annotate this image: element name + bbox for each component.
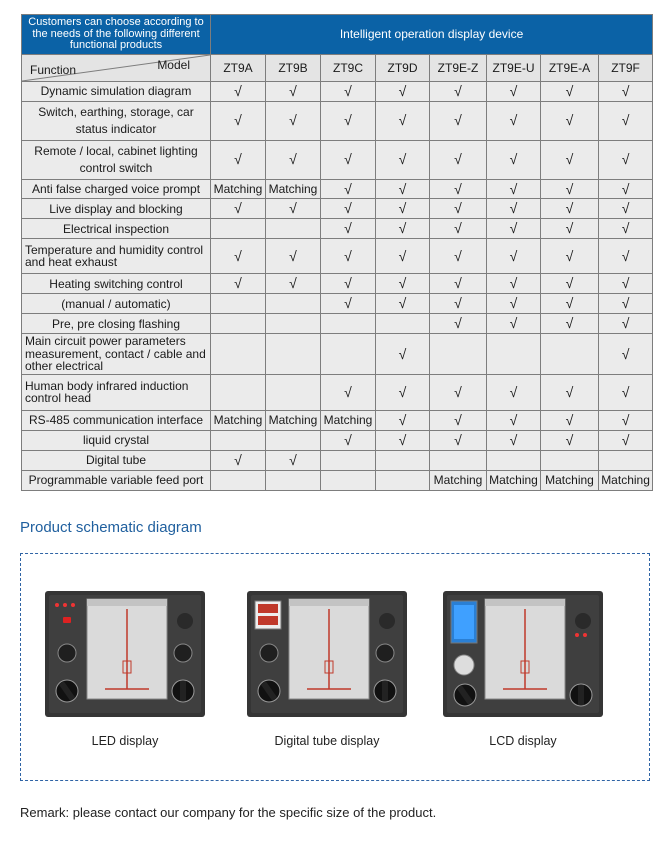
availability-cell: √ (376, 140, 430, 179)
availability-cell: √ (541, 199, 599, 219)
availability-cell: √ (487, 294, 541, 314)
availability-cell: √ (487, 374, 541, 410)
availability-cell: Matching (541, 470, 599, 490)
availability-cell: √ (487, 140, 541, 179)
availability-cell: √ (599, 179, 653, 199)
availability-cell: √ (376, 294, 430, 314)
availability-cell (541, 334, 599, 375)
availability-cell (266, 314, 321, 334)
table-row (22, 101, 653, 140)
availability-cell: √ (541, 179, 599, 199)
availability-cell: Matching (211, 410, 266, 430)
availability-cell: √ (487, 274, 541, 294)
availability-cell: √ (321, 274, 376, 294)
availability-cell: √ (376, 81, 430, 101)
function-cell: Temperature and humidity control and heat exhaust (22, 239, 211, 274)
availability-cell: √ (487, 410, 541, 430)
availability-cell (487, 450, 541, 470)
availability-cell: √ (487, 430, 541, 450)
availability-cell: √ (541, 81, 599, 101)
availability-cell: √ (487, 81, 541, 101)
availability-cell: √ (211, 239, 266, 274)
function-label: Function (30, 63, 77, 78)
availability-cell (541, 450, 599, 470)
availability-cell: √ (376, 274, 430, 294)
availability-cell: √ (430, 374, 487, 410)
model-function-header (22, 54, 211, 81)
function-cell: Electrical inspection (22, 219, 211, 239)
availability-cell: √ (211, 101, 266, 140)
availability-cell: Matching (487, 470, 541, 490)
availability-cell (376, 470, 430, 490)
availability-cell: √ (599, 294, 653, 314)
availability-cell: √ (599, 430, 653, 450)
table-row (22, 294, 653, 314)
availability-cell: √ (376, 334, 430, 375)
availability-cell: √ (541, 430, 599, 450)
availability-cell: √ (321, 140, 376, 179)
availability-cell: √ (430, 140, 487, 179)
availability-cell: √ (430, 219, 487, 239)
led-device-icon (45, 591, 205, 717)
model-label: Model (157, 57, 190, 72)
availability-cell: √ (487, 314, 541, 334)
availability-cell: √ (599, 199, 653, 219)
availability-cell (430, 334, 487, 375)
availability-cell: √ (541, 274, 599, 294)
table-row (22, 334, 653, 375)
availability-cell: √ (430, 294, 487, 314)
availability-cell: √ (266, 199, 321, 219)
lcd-device-icon (443, 591, 603, 717)
availability-cell: √ (211, 81, 266, 101)
digital-tube-device-icon (247, 591, 407, 717)
table-row (22, 140, 653, 179)
availability-cell: Matching (266, 179, 321, 199)
availability-cell: √ (599, 219, 653, 239)
availability-cell: √ (266, 450, 321, 470)
availability-cell: √ (541, 314, 599, 334)
availability-cell (487, 334, 541, 375)
availability-cell: √ (430, 101, 487, 140)
availability-cell: √ (211, 450, 266, 470)
availability-cell: √ (376, 430, 430, 450)
availability-cell: √ (599, 239, 653, 274)
table-row (22, 374, 653, 410)
availability-cell: √ (430, 81, 487, 101)
availability-cell (376, 314, 430, 334)
function-cell: Live display and blocking (22, 199, 211, 219)
availability-cell (266, 219, 321, 239)
model-header-zt9a: ZT9A (211, 54, 266, 81)
function-cell: Anti false charged voice prompt (22, 179, 211, 199)
availability-cell (211, 294, 266, 314)
availability-cell (266, 374, 321, 410)
availability-cell: √ (541, 374, 599, 410)
availability-cell (599, 450, 653, 470)
availability-cell: √ (430, 239, 487, 274)
availability-cell: √ (376, 199, 430, 219)
model-header-zt9e-a: ZT9E-A (541, 54, 599, 81)
function-cell: Remote / local, cabinet lighting control switch (22, 140, 211, 179)
availability-cell: √ (541, 294, 599, 314)
availability-cell (321, 450, 376, 470)
availability-cell: √ (599, 334, 653, 375)
availability-cell: √ (487, 179, 541, 199)
availability-cell: Matching (321, 410, 376, 430)
availability-cell (321, 314, 376, 334)
corner-note: Customers can choose according to the needs of the following different functional products (22, 15, 211, 55)
header-title: Intelligent operation display device (211, 15, 653, 55)
availability-cell: √ (376, 374, 430, 410)
availability-cell: √ (541, 239, 599, 274)
availability-cell (211, 430, 266, 450)
availability-cell: √ (430, 430, 487, 450)
availability-cell: √ (321, 81, 376, 101)
table-row (22, 239, 653, 274)
model-header-zt9e-u: ZT9E-U (487, 54, 541, 81)
availability-cell: √ (211, 274, 266, 294)
availability-cell: Matching (211, 179, 266, 199)
availability-cell: √ (376, 219, 430, 239)
availability-cell (266, 470, 321, 490)
availability-cell: √ (599, 410, 653, 430)
table-row (22, 470, 653, 490)
availability-cell: √ (430, 179, 487, 199)
availability-cell: √ (321, 294, 376, 314)
availability-cell: √ (430, 274, 487, 294)
availability-cell: √ (266, 274, 321, 294)
schematic-title: Product schematic diagram (20, 519, 202, 536)
led-display-caption: LED display (91, 734, 159, 748)
availability-cell: √ (430, 314, 487, 334)
availability-cell (211, 334, 266, 375)
table-row (22, 410, 653, 430)
availability-cell: √ (599, 101, 653, 140)
availability-cell: √ (430, 199, 487, 219)
availability-cell: √ (266, 101, 321, 140)
availability-cell: √ (376, 239, 430, 274)
availability-cell: √ (376, 179, 430, 199)
function-comparison-table (21, 14, 653, 491)
availability-cell (266, 430, 321, 450)
availability-cell: √ (541, 140, 599, 179)
function-cell: (manual / automatic) (22, 294, 211, 314)
availability-cell: √ (599, 140, 653, 179)
table-row (22, 314, 653, 334)
availability-cell: √ (321, 101, 376, 140)
availability-cell: √ (211, 199, 266, 219)
availability-cell (376, 450, 430, 470)
model-header-zt9d: ZT9D (376, 54, 430, 81)
availability-cell (321, 470, 376, 490)
model-header-zt9f: ZT9F (599, 54, 653, 81)
function-cell: Heating switching control (22, 274, 211, 294)
availability-cell: √ (321, 374, 376, 410)
availability-cell (211, 470, 266, 490)
function-cell: Digital tube (22, 450, 211, 470)
schematic-panel (20, 553, 650, 781)
availability-cell: √ (487, 101, 541, 140)
availability-cell: Matching (430, 470, 487, 490)
table-row (22, 430, 653, 450)
function-cell: Main circuit power parameters measurement, contact / cable and other electrical (22, 334, 211, 375)
availability-cell: √ (487, 199, 541, 219)
availability-cell: √ (376, 410, 430, 430)
availability-cell (430, 450, 487, 470)
digital-tube-display-caption: Digital tube display (274, 734, 380, 748)
availability-cell: √ (541, 410, 599, 430)
availability-cell: √ (487, 239, 541, 274)
table-row (22, 81, 653, 101)
availability-cell (211, 219, 266, 239)
availability-cell: √ (541, 101, 599, 140)
availability-cell: √ (321, 239, 376, 274)
availability-cell: Matching (266, 410, 321, 430)
availability-cell: Matching (599, 470, 653, 490)
availability-cell: √ (487, 219, 541, 239)
availability-cell: √ (599, 274, 653, 294)
function-cell: Switch, earthing, storage, car status indicator (22, 101, 211, 140)
function-cell: liquid crystal (22, 430, 211, 450)
function-cell: RS-485 communication interface (22, 410, 211, 430)
availability-cell: √ (266, 140, 321, 179)
availability-cell: √ (266, 239, 321, 274)
availability-cell: √ (321, 219, 376, 239)
table-row (22, 450, 653, 470)
availability-cell: √ (321, 430, 376, 450)
function-cell: Pre, pre closing flashing (22, 314, 211, 334)
function-cell: Human body infrared induction control head (22, 374, 211, 410)
availability-cell (211, 374, 266, 410)
availability-cell: √ (599, 81, 653, 101)
availability-cell: √ (430, 410, 487, 430)
table-row (22, 219, 653, 239)
availability-cell: √ (599, 314, 653, 334)
availability-cell: √ (266, 81, 321, 101)
model-header-zt9b: ZT9B (266, 54, 321, 81)
model-header-zt9e-z: ZT9E-Z (430, 54, 487, 81)
function-cell: Programmable variable feed port (22, 470, 211, 490)
remark-text: Remark: please contact our company for the specific size of the product. (20, 805, 437, 820)
availability-cell (321, 334, 376, 375)
availability-cell: √ (321, 179, 376, 199)
availability-cell: √ (599, 374, 653, 410)
table-row (22, 274, 653, 294)
availability-cell: √ (376, 101, 430, 140)
availability-cell (266, 334, 321, 375)
table-row (22, 179, 653, 199)
availability-cell: √ (541, 219, 599, 239)
availability-cell: √ (321, 199, 376, 219)
lcd-display-caption: LCD display (489, 734, 557, 748)
function-cell: Dynamic simulation diagram (22, 81, 211, 101)
availability-cell: √ (211, 140, 266, 179)
availability-cell (266, 294, 321, 314)
table-row (22, 199, 653, 219)
model-header-zt9c: ZT9C (321, 54, 376, 81)
availability-cell (211, 314, 266, 334)
